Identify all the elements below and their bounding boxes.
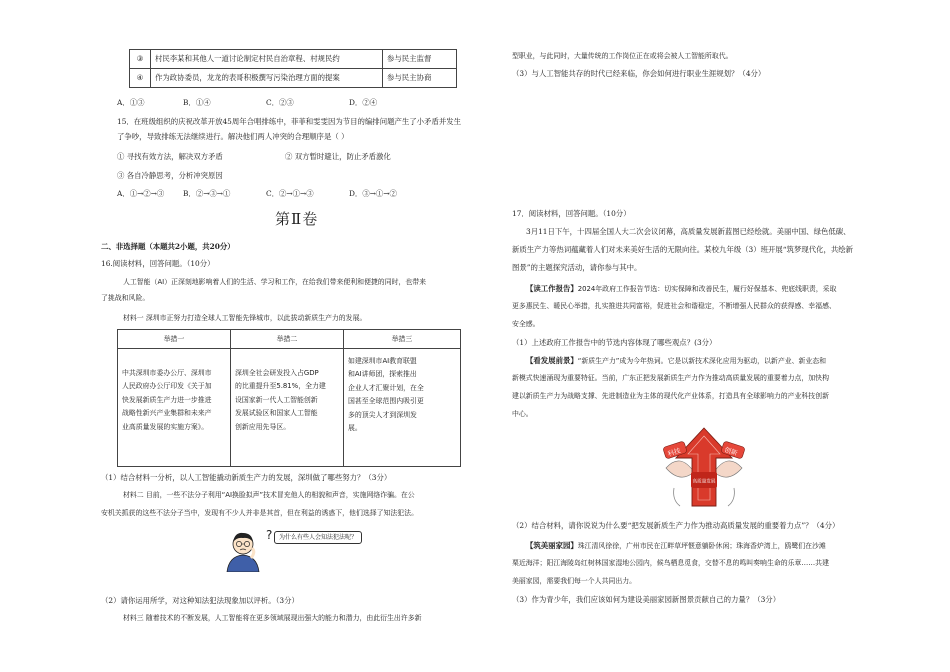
q17-report-1 (526, 283, 836, 295)
q15-statement-3: ③ 各自冷静思考，分析冲突原因 (117, 171, 223, 180)
option-a: A．①→②→③ (117, 189, 165, 198)
option-d: D．②④ (349, 98, 378, 107)
q14-options (117, 97, 377, 108)
table-cell: 深圳全社会研发投入占GDP 的比重提升至5.81%，全力建 设国家新一代人工智能创新 发展试验区和国家人工智能 创新应用先导区。 (231, 349, 344, 467)
report-text: 2024年政府工作报告节选：切实保障和改善民生，履行好保基本、兜底线职责，采取 (577, 285, 837, 293)
q17-intro-2: 新质生产力等热词蕴藏着人们对未来美好生活的无限向往。某校九年级（3）班开展“筑梦现代化，共绘新 (512, 245, 854, 254)
table-cell: 中共深圳市委办公厅、深圳市 人民政府办公厅印发《关于加 快发展新质生产力进一步推进 战略性新兴产业集群和未来产 业高质量发展的实施方案》。 (118, 349, 231, 467)
q17-sub3: （3）作为青少年，我们应该如何为建设美丽家园新图景贡献自己的力量？（3分） (512, 595, 781, 604)
q16-material1-title: 材料一 深圳市正努力打造全球人工智能先锋城市，以此拔动新质生产力的发展。 (123, 314, 367, 322)
q17-sub2: （2）结合材料，请你说说为什么要“把发展新质生产力作为推动高质量发展的重要着力点”？（4分） (512, 521, 840, 530)
q17-report-3: 安全感。 (512, 320, 540, 328)
prospect-label: 【看发展前景】 (526, 356, 578, 365)
option-a: A．①③ (117, 98, 145, 107)
q17-title: 17．阅读材料，回答问题。（10分） (512, 209, 631, 218)
q15-statement-2: ② 双方暂时避让，防止矛盾激化 (285, 152, 391, 161)
prospect-text: “新质生产力”成为今年热词。它是以新技术深化应用为驱动，以新产业、新业态和 (577, 357, 827, 365)
row-num: ④ (130, 69, 151, 88)
section-title: 第Ⅱ卷 (275, 210, 319, 228)
row-text: 作为政协委员，龙龙的表哥积极撰写污染治理方面的提案 (151, 69, 383, 88)
q16-table (117, 329, 461, 467)
q17-homeland-2: 栗近海洋；阳江海陵岛红树林国家湿地公园内，候鸟栖息觅食，交替不息的鸣叫奏响生命的乐章……共建 (512, 559, 829, 567)
q15-options (117, 188, 397, 199)
option-d: D．③→①→② (349, 189, 397, 198)
q17-prospect-1 (526, 355, 826, 367)
q17-prospect-4: 中心。 (512, 410, 533, 418)
q16-sub2: （2）请你运用所学，对这种知法犯法现象加以评析。（3分） (101, 596, 299, 605)
q17-report-2: 更多惠民生、暖民心举措，扎实推进共同富裕，促进社会和谐稳定，不断增强人民群众的获得感、幸福感、 (512, 302, 836, 310)
q15-stem-2: 了争吵，导致排练无法继续进行。解决他们两人冲突的合理顺序是（ ） (117, 132, 349, 141)
row-text: 村民李某和其他人一道讨论制定村民自治章程、村规民约 (151, 50, 383, 69)
illustration-label-innovation: 创新 (723, 445, 739, 458)
option-c: C．②→①→③ (266, 189, 314, 198)
q16-sub3: （3）与人工智能共存的时代已经来临，你会如何进行职业生涯规划？（4分） (512, 69, 766, 78)
row-num: ③ (130, 50, 151, 69)
row-type: 参与民主协商 (383, 69, 457, 88)
option-c: C．②③ (266, 98, 294, 107)
q16-material2-1: 材料二 目前，一些不法分子利用“AI换脸拟声”技术冒充他人的相貌和声音，实施网络诈骗。在公 (123, 491, 415, 499)
report-label: 【读工作报告】 (526, 284, 578, 293)
q16-material3-1: 材料三 随着技术的不断发展，人工智能将在更多领域展现出强大的能力和潜力，由此衍生出许多新 (123, 614, 422, 622)
homeland-label: 【筑美丽家园】 (526, 541, 578, 550)
q16-intro-2: 了挑战和风险。 (101, 294, 150, 302)
q17-prospect-2: 新模式快速涌现为重要特征。当前，广东正把发展新质生产力作为推动高质量发展的重要着力点，加快构 (512, 374, 829, 382)
row-type: 参与民主监督 (383, 50, 457, 69)
table-header-row (118, 330, 461, 349)
table-row (130, 69, 457, 88)
table-header: 举措二 (231, 330, 344, 349)
table-row (130, 50, 457, 69)
q16-material2-2: 安机关抓获的这些不法分子当中，发现有不少人并非是其首，但在利益的诱惑下，他们选择了知法犯法。 (101, 509, 418, 517)
q17-prospect-3: 建以新质生产力为战略支撑、先进制造业为主体的现代化产业体系，打造具有全球影响力的产业科技创新 (512, 392, 829, 400)
q16-material3-cont: 型职业，与此同时，大量传统的工作岗位正在或将会被人工智能所取代。 (512, 52, 733, 60)
table-row (118, 349, 461, 467)
q17-intro-3: 图景”的主题探究活动，请你参与其中。 (512, 263, 642, 272)
q14-table (129, 49, 457, 88)
q17-sub1: （1）上述政府工作报告中的节选内容体现了哪些观点？(3分） (512, 338, 717, 347)
table-header: 举措三 (344, 330, 461, 349)
table-header: 举措一 (118, 330, 231, 349)
option-b: B．②→③→① (183, 189, 231, 198)
q15-statement-1: ① 寻找有效方法，解决双方矛盾 (117, 152, 223, 161)
svg-text:?: ? (266, 528, 273, 542)
thought-bubble: 为什么有些人会知法犯法呢？ (274, 531, 362, 544)
q15-stem-1: 15．在班级组织的庆祝改革开放45周年合唱排练中，菲菲和雯雯因为节目的编排问题产生了小矛盾并发生 (117, 117, 462, 126)
q16-title: 16.阅读材料，回答问题。（10分） (101, 259, 215, 268)
illustration-label-tech: 科技 (666, 446, 682, 459)
development-arrow-illustration (658, 424, 750, 514)
q17-homeland-1 (526, 540, 826, 552)
q16-sub1: （1）结合材料一分析，以人工智能撬动新质生产力的发展，深圳做了哪些努力？（3分） (101, 473, 392, 482)
q17-homeland-3: 美丽家园，需要我们每一个人共同出力。 (512, 577, 637, 585)
thinking-person-illustration (223, 528, 263, 572)
q16-intro-1: 人工智能（AI）正深刻地影响着人们的生活、学习和工作，在给我们带来便利和便捷的同时，也带来 (123, 278, 427, 286)
illustration-label-development: 高质量发展 (692, 479, 716, 485)
q17-intro-1: 3月11日下午，十四届全国人大二次会议闭幕，高质量发展新蓝图已经绘就。美丽中国、绿色低碳、 (526, 227, 851, 236)
part2-heading: 二、非选择题（本题共2小题，共20分） (101, 242, 235, 251)
table-cell: 如建深圳市AI教育联盟 和AI讲师团，探索推出 企业人才汇聚计划，在全 国甚至全球范围内吸引更 多的顶尖人才到深圳发 展。 (344, 349, 461, 467)
homeland-text: 珠江清风徐徐，广州市民在江畔草坪惬意躺卧休闲；珠海香炉湾上，鸥鹭们在沙滩 (577, 542, 826, 550)
option-b: B．①④ (183, 98, 211, 107)
